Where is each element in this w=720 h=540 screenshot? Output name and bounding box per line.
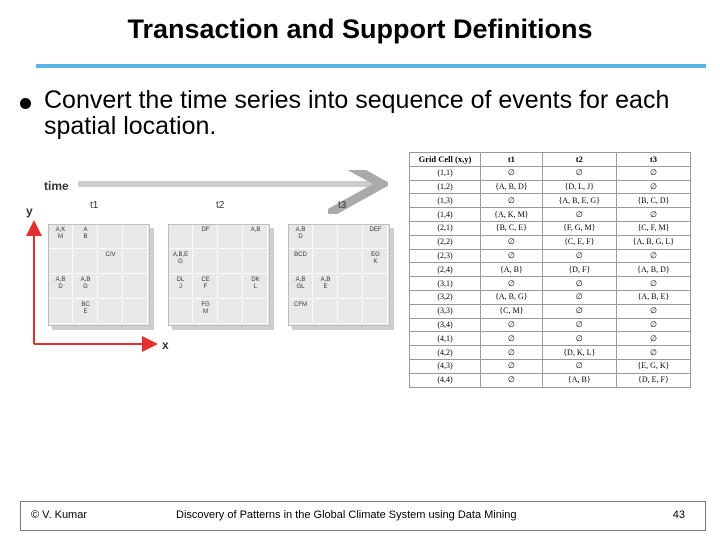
event-set-cell: ∅ bbox=[616, 346, 690, 360]
table-row bbox=[410, 277, 691, 291]
grid-cell bbox=[124, 250, 148, 274]
footer-copyright: © V. Kumar bbox=[31, 509, 87, 521]
event-set-cell: ∅ bbox=[542, 166, 616, 180]
grid-t1 bbox=[48, 224, 150, 326]
grid-cell: DL J bbox=[169, 275, 193, 299]
grid-cell-coord: (1,2) bbox=[410, 180, 481, 194]
page-number: 43 bbox=[672, 509, 685, 521]
grid-cell bbox=[244, 300, 268, 324]
table-row bbox=[410, 194, 691, 208]
event-set-cell: {A, B, E, G} bbox=[542, 194, 616, 208]
grid-cell: C/V bbox=[99, 250, 123, 274]
event-set-cell: ∅ bbox=[481, 194, 543, 208]
table-row bbox=[410, 332, 691, 346]
event-set-cell: {A, B, G, L} bbox=[616, 235, 690, 249]
grid-cell: A,B,E G bbox=[169, 250, 193, 274]
grid-cell: DK L bbox=[244, 275, 268, 299]
table-header-row bbox=[410, 153, 691, 167]
grid-cell bbox=[314, 225, 338, 249]
event-set-cell: {C, E, F} bbox=[542, 235, 616, 249]
event-set-cell: {A, B, D} bbox=[481, 180, 543, 194]
table-row bbox=[410, 373, 691, 387]
event-set-cell: {F, G, M} bbox=[542, 221, 616, 235]
event-set-cell: ∅ bbox=[616, 304, 690, 318]
event-set-cell: ∅ bbox=[481, 318, 543, 332]
grid-cell-coord: (2,1) bbox=[410, 221, 481, 235]
table-row bbox=[410, 304, 691, 318]
event-set-cell: ∅ bbox=[542, 208, 616, 222]
event-set-cell: {A, B} bbox=[542, 373, 616, 387]
grid-cell: DF bbox=[194, 225, 218, 249]
grid-cell bbox=[364, 275, 388, 299]
grid-cell bbox=[169, 225, 193, 249]
grid-cell-coord: (1,3) bbox=[410, 194, 481, 208]
event-set-cell: {A, B, D} bbox=[616, 263, 690, 277]
grid-cell bbox=[314, 300, 338, 324]
event-set-cell: ∅ bbox=[481, 346, 543, 360]
grid-cell bbox=[49, 300, 73, 324]
event-set-cell: ∅ bbox=[481, 166, 543, 180]
time-step-t1: t1 bbox=[90, 200, 99, 211]
event-set-cell: ∅ bbox=[542, 290, 616, 304]
event-set-cell: {B, C, E} bbox=[481, 221, 543, 235]
event-set-cell: ∅ bbox=[616, 180, 690, 194]
grid-cell: CE F bbox=[194, 275, 218, 299]
event-set-cell: ∅ bbox=[481, 249, 543, 263]
grid-cell bbox=[219, 250, 243, 274]
grid-cell bbox=[219, 275, 243, 299]
grid-cell bbox=[49, 250, 73, 274]
table-row bbox=[410, 180, 691, 194]
event-set-cell: ∅ bbox=[616, 249, 690, 263]
header-grid-cell: Grid Cell (x,y) bbox=[410, 153, 481, 167]
time-step-t2: t2 bbox=[216, 200, 225, 211]
grid-cell bbox=[124, 275, 148, 299]
header-t2: t2 bbox=[542, 153, 616, 167]
event-set-cell: ∅ bbox=[616, 208, 690, 222]
x-axis-label: x bbox=[162, 338, 169, 352]
table-row bbox=[410, 318, 691, 332]
grid-cell-coord: (2,2) bbox=[410, 235, 481, 249]
event-set-cell: {D, L, J} bbox=[542, 180, 616, 194]
event-set-cell: ∅ bbox=[542, 318, 616, 332]
event-set-cell: ∅ bbox=[616, 277, 690, 291]
table-row bbox=[410, 221, 691, 235]
event-set-cell: {D, E, F} bbox=[616, 373, 690, 387]
grid-cell bbox=[244, 250, 268, 274]
table-row bbox=[410, 208, 691, 222]
grid-cell: A B bbox=[74, 225, 98, 249]
table-row bbox=[410, 290, 691, 304]
event-set-cell: ∅ bbox=[616, 318, 690, 332]
event-set-cell: {D, F} bbox=[542, 263, 616, 277]
event-set-cell: ∅ bbox=[481, 235, 543, 249]
event-set-cell: ∅ bbox=[616, 166, 690, 180]
grid-cell: FG M bbox=[194, 300, 218, 324]
event-set-cell: ∅ bbox=[481, 359, 543, 373]
grid-cell-coord: (2,4) bbox=[410, 263, 481, 277]
grid-cell-coord: (4,4) bbox=[410, 373, 481, 387]
event-set-cell: ∅ bbox=[542, 249, 616, 263]
event-set-cell: {A, K, M} bbox=[481, 208, 543, 222]
event-set-cell: {C, F, M} bbox=[616, 221, 690, 235]
grid-cell bbox=[169, 300, 193, 324]
table-row bbox=[410, 346, 691, 360]
grid-cell: EG K bbox=[364, 250, 388, 274]
event-set-cell: {D, K, L} bbox=[542, 346, 616, 360]
grid-cell: A,B D bbox=[49, 275, 73, 299]
event-set-cell: ∅ bbox=[542, 277, 616, 291]
grid-cell-coord: (3,4) bbox=[410, 318, 481, 332]
grid-cell: BC E bbox=[74, 300, 98, 324]
event-set-cell: ∅ bbox=[481, 373, 543, 387]
grid-cell bbox=[339, 250, 363, 274]
grid-cell-coord: (3,3) bbox=[410, 304, 481, 318]
event-set-cell: ∅ bbox=[542, 359, 616, 373]
event-set-cell: ∅ bbox=[542, 332, 616, 346]
table-row bbox=[410, 166, 691, 180]
header-t1: t1 bbox=[481, 153, 543, 167]
grid-cell-coord: (1,4) bbox=[410, 208, 481, 222]
time-label: time bbox=[44, 179, 69, 193]
title-divider bbox=[36, 64, 706, 68]
grid-cell bbox=[339, 275, 363, 299]
event-set-cell: ∅ bbox=[616, 332, 690, 346]
footer bbox=[20, 501, 706, 531]
bullet-text: Convert the time series into sequence of events for each spatial location. bbox=[44, 86, 670, 140]
grid-cell: A,B GL bbox=[289, 275, 313, 299]
grid-cell bbox=[99, 300, 123, 324]
events-table bbox=[409, 152, 691, 388]
table-row bbox=[410, 263, 691, 277]
grid-cell: A,K M bbox=[49, 225, 73, 249]
event-set-cell: {B, C, D} bbox=[616, 194, 690, 208]
grid-cell bbox=[194, 250, 218, 274]
table-row bbox=[410, 359, 691, 373]
header-t3: t3 bbox=[616, 153, 690, 167]
grid-cell bbox=[339, 225, 363, 249]
events-table-wrapper bbox=[409, 152, 691, 396]
grid-cell bbox=[364, 300, 388, 324]
grid-cell-coord: (2,3) bbox=[410, 249, 481, 263]
event-set-cell: {A, B, G} bbox=[481, 290, 543, 304]
grid-cell-coord: (4,1) bbox=[410, 332, 481, 346]
grid-t3 bbox=[288, 224, 390, 326]
grid-cell-coord: (3,2) bbox=[410, 290, 481, 304]
grid-cell bbox=[124, 225, 148, 249]
grid-cell-coord: (1,1) bbox=[410, 166, 481, 180]
grid-cell: BCD bbox=[289, 250, 313, 274]
grid-cell-coord: (4,3) bbox=[410, 359, 481, 373]
event-set-cell: ∅ bbox=[481, 332, 543, 346]
grid-cell: CFM bbox=[289, 300, 313, 324]
spatial-time-diagram bbox=[0, 170, 410, 370]
grid-cell: A,B bbox=[244, 225, 268, 249]
event-set-cell: {E, G, K} bbox=[616, 359, 690, 373]
event-set-cell: {A, B, E} bbox=[616, 290, 690, 304]
event-set-cell: ∅ bbox=[481, 277, 543, 291]
grid-cell: A,B G bbox=[74, 275, 98, 299]
grid-cell bbox=[99, 225, 123, 249]
event-set-cell: ∅ bbox=[542, 304, 616, 318]
grid-cell bbox=[219, 300, 243, 324]
footer-title: Discovery of Patterns in the Global Climate System using Data Mining bbox=[176, 509, 517, 521]
table-body bbox=[410, 166, 691, 387]
y-axis-label: y bbox=[26, 204, 33, 218]
grid-cell: A,B E bbox=[314, 275, 338, 299]
grid-cell-coord: (3,1) bbox=[410, 277, 481, 291]
grid-cell bbox=[99, 275, 123, 299]
event-set-cell: {A, B} bbox=[481, 263, 543, 277]
table-row bbox=[410, 235, 691, 249]
time-step-t3: t3 bbox=[338, 200, 347, 211]
grid-t2 bbox=[168, 224, 270, 326]
grid-cell: DEF bbox=[364, 225, 388, 249]
slide-title: Transaction and Support Definitions bbox=[127, 14, 593, 44]
event-set-cell: {C, M} bbox=[481, 304, 543, 318]
grid-cell bbox=[219, 225, 243, 249]
grid-cell bbox=[74, 250, 98, 274]
table-row bbox=[410, 249, 691, 263]
grid-cell: A,B D bbox=[289, 225, 313, 249]
bullet-icon bbox=[20, 98, 31, 109]
grid-cell bbox=[314, 250, 338, 274]
grid-cell bbox=[339, 300, 363, 324]
grid-cell bbox=[124, 300, 148, 324]
grid-cell-coord: (4,2) bbox=[410, 346, 481, 360]
